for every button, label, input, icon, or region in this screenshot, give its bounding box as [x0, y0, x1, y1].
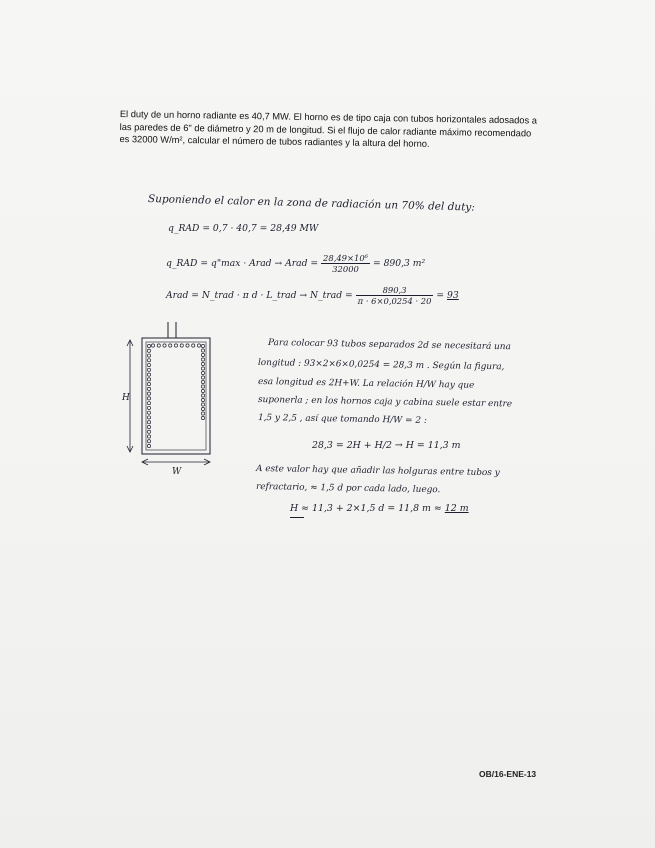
equation-ntubes-left: Arad = N_trad · π d · L_trad → N_trad = [166, 290, 353, 301]
document-code: OB/16-ENE-13 [479, 769, 537, 779]
tube-left [147, 425, 150, 428]
tube-right [201, 353, 204, 356]
explanation-line-5: 1,5 y 2,5 , así que tomando H/W = 2 : [257, 413, 427, 426]
tube-left [147, 440, 150, 443]
problem-statement [119, 108, 540, 152]
tube-top [151, 344, 154, 347]
tube-left [147, 416, 150, 419]
tube-left [147, 368, 150, 371]
equation-ntubes-equals: = [436, 290, 445, 301]
equation-ntubes-fraction [356, 285, 434, 306]
problem-line-2: las paredes de 6" de diámetro y 20 m de longitud. Si el flujo de calor radiante máximo recomendado [119, 121, 532, 138]
problem-line-3: es 32000 W/m², calcular el número de tubos radiantes y la altura del horno. [119, 133, 430, 149]
tube-left [147, 444, 150, 447]
tube-right [201, 349, 204, 352]
explanation-line-4: suponerla ; en los hornos caja y cabina suele estar entre [257, 395, 513, 410]
explanation-line-3: esa longitud es 2H+W. La relación H/W hay que [257, 377, 475, 391]
tube-left [147, 402, 150, 405]
tube-left [147, 411, 150, 414]
tube-left [147, 378, 150, 381]
tube-left [147, 392, 150, 395]
tube-left [147, 430, 150, 433]
tube-right [201, 416, 204, 419]
tube-right [201, 367, 204, 370]
final-h-underline [290, 517, 304, 518]
tube-circles [147, 344, 204, 448]
diagram-h-label: H [122, 393, 130, 403]
tube-left [147, 397, 150, 400]
furnace-diagram [120, 318, 220, 477]
tube-top [163, 344, 166, 347]
tube-right [201, 412, 204, 415]
explanation-line-6: A este valor hay que añadir las holguras entre tubos y [255, 464, 500, 479]
tube-right [201, 380, 204, 383]
tube-left [147, 421, 150, 424]
equation-ntubes-denominator: π · 6×0,0254 · 20 [357, 296, 432, 306]
tube-left [147, 435, 150, 438]
tube-right [201, 394, 204, 397]
tube-top [192, 344, 195, 347]
tube-left [147, 344, 150, 347]
tube-right [201, 358, 204, 361]
explanation-line-1: Para colocar 93 tubos separados 2d se necesitará una [267, 338, 511, 353]
equation-area-fraction [321, 253, 370, 274]
tube-left [147, 382, 150, 385]
equation-area-left: q_RAD = q"max · Arad → Arad = [166, 258, 319, 269]
equation-ntubes-numerator: 890,3 [356, 285, 434, 296]
tube-right [201, 385, 204, 388]
tube-left [147, 354, 150, 357]
tube-left [147, 359, 150, 362]
equation-area-numerator: 28,49×10⁶ [323, 253, 369, 263]
tube-right [201, 407, 204, 410]
final-height-result: 12 m [444, 503, 469, 514]
tube-left [147, 373, 150, 376]
equation-area [166, 253, 425, 274]
furnace-inner-wall [146, 342, 206, 450]
tube-left [147, 363, 150, 366]
tube-right [201, 403, 204, 406]
explanation-line-7: refractario, ≈ 1,5 d por cada lado, luego. [255, 482, 441, 496]
explanation-line-2: longitud : 93×2×6×0,0254 = 28,3 m . Según la figura, [257, 358, 505, 373]
diagram-w-label: W [172, 467, 182, 477]
tube-top [174, 344, 177, 347]
tube-right [201, 376, 204, 379]
tube-top [197, 344, 200, 347]
tube-right [201, 389, 204, 392]
tube-top [180, 344, 183, 347]
equation-area-denominator: 32000 [332, 264, 359, 274]
tube-right [201, 362, 204, 365]
solution-intro: Suponiendo el calor en la zona de radiación un 70% del duty: [147, 193, 475, 214]
equation-ntubes [166, 285, 459, 306]
tube-top [169, 344, 172, 347]
tube-right [201, 371, 204, 374]
equation-qrad: q_RAD = 0,7 · 40,7 = 28,49 MW [168, 223, 319, 234]
tube-left [147, 406, 150, 409]
explanation-height-equation: 28,3 = 2H + H/2 → H = 11,3 m [312, 440, 461, 451]
final-height-equation [290, 503, 469, 514]
furnace-outer-wall [142, 338, 210, 454]
tube-right [201, 398, 204, 401]
tube-left [147, 387, 150, 390]
tube-top [186, 344, 189, 347]
problem-line-1: El duty de un horno radiante es 40,7 MW. El horno es de tipo caja con tubos horizontales adosados a [119, 108, 538, 126]
equation-area-right: = 890,3 m² [372, 258, 426, 269]
equation-ntubes-result: 93 [447, 290, 459, 301]
final-height-left: H ≈ 11,3 + 2×1,5 d = 11,8 m ≈ [290, 503, 442, 514]
tube-left [147, 349, 150, 352]
tube-right [201, 344, 204, 347]
tube-top [157, 344, 160, 347]
